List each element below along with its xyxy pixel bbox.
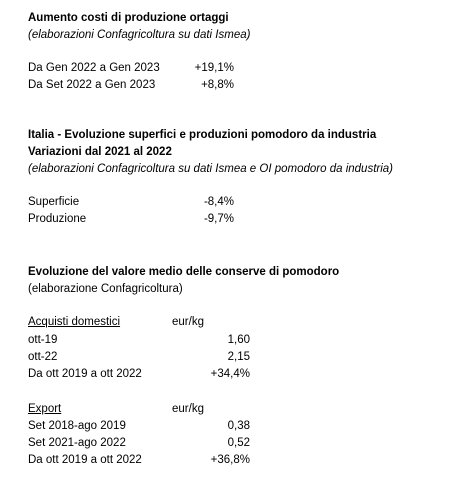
section1-row1-label: Da Gen 2022 a Gen 2023 — [28, 62, 160, 74]
table1-row1-value: 1,60 — [227, 334, 250, 346]
table1-row3-value: +34,4% — [210, 368, 250, 380]
section3-source: (elaborazione Confagricoltura) — [28, 283, 183, 295]
table1-row2-value: 2,15 — [227, 351, 250, 363]
section2-title: Italia - Evoluzione superfici e produzioni pomodoro da industria — [28, 129, 377, 141]
table2-row2-label: Set 2021-ago 2022 — [28, 437, 126, 449]
section1-row2-value: +8,8% — [201, 79, 234, 91]
section3-title: Evoluzione del valore medio delle conserve di pomodoro — [28, 266, 340, 278]
table2-row3-value: +36,8% — [210, 454, 250, 466]
section2-source: (elaborazioni Confagricoltura su dati Ismea e OI pomodoro da industria) — [28, 163, 393, 175]
section2-row2-label: Produzione — [28, 213, 87, 225]
table2-row2-value: 0,52 — [227, 437, 250, 449]
table1-row3-label: Da ott 2019 a ott 2022 — [28, 368, 142, 380]
table1-row1-label: ott-19 — [28, 334, 58, 346]
section2-subtitle: Variazioni dal 2021 al 2022 — [28, 146, 172, 158]
section1-source: (elaborazioni Confagricoltura su dati Ismea) — [28, 29, 251, 41]
table1-header: Acquisti domestici — [28, 316, 121, 328]
table1-unit: eur/kg — [172, 316, 204, 328]
section1-row1-value: +19,1% — [194, 62, 234, 74]
section2-row2-value: -9,7% — [203, 213, 234, 225]
section2-row1-label: Superficie — [28, 196, 80, 208]
table2-row1-label: Set 2018-ago 2019 — [28, 420, 126, 432]
section1-row2-label: Da Set 2022 a Gen 2023 — [28, 79, 156, 91]
section2-row1-value: -8,4% — [203, 196, 234, 208]
table2-row3-label: Da ott 2019 a ott 2022 — [28, 454, 142, 466]
section1-title: Aumento costi di produzione ortaggi — [28, 12, 229, 24]
table1-row2-label: ott-22 — [28, 351, 58, 363]
table2-header: Export — [28, 403, 62, 415]
table2-row1-value: 0,38 — [227, 420, 250, 432]
table2-unit: eur/kg — [172, 403, 204, 415]
